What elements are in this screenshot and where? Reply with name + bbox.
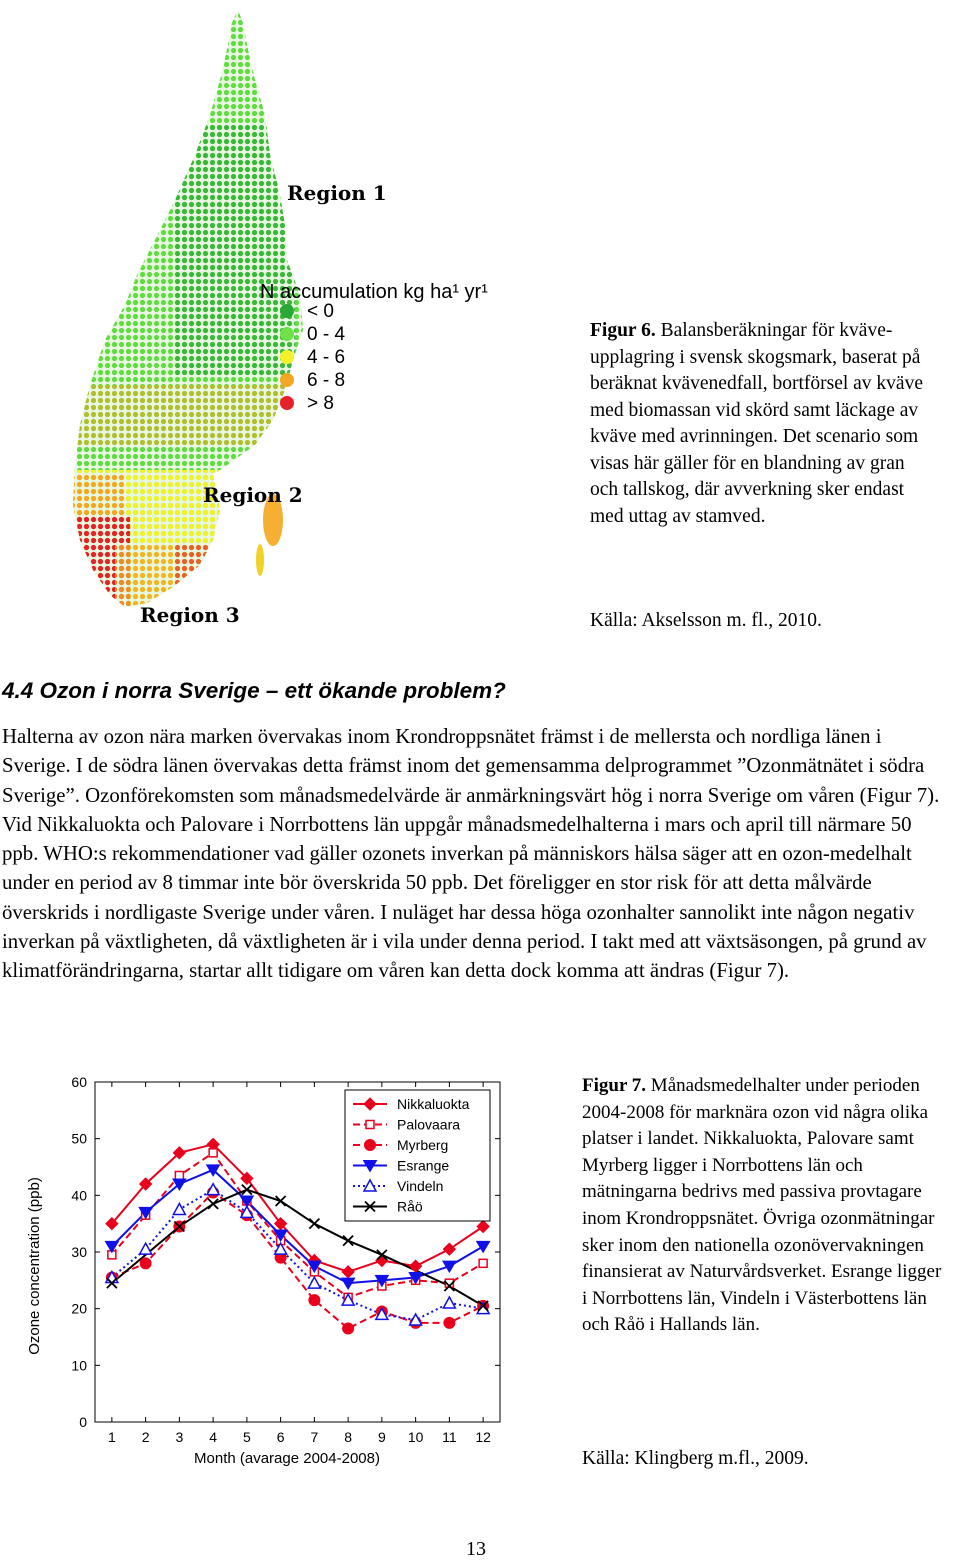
figure-7-source: Källa: Klingberg m.fl., 2009. (582, 1448, 809, 1469)
y-tick-label: 10 (71, 1357, 87, 1374)
ozone-chart-figure (15, 1060, 515, 1480)
legend-label-myrberg: Myrberg (397, 1137, 449, 1153)
legend-marker-palovaara (366, 1121, 374, 1129)
map-legend-swatch (280, 396, 294, 410)
data-point-palovaara (479, 1259, 487, 1267)
data-point-esrange (477, 1241, 490, 1252)
data-point-myrberg (444, 1317, 455, 1328)
data-point-nikkaluokta (342, 1266, 354, 1278)
map-legend-swatch (280, 350, 294, 364)
legend-label-palovaara: Palovaara (397, 1116, 461, 1133)
map-legend-title: N accumulation kg ha¹ yr¹ (260, 281, 488, 303)
data-point-myrberg (309, 1295, 320, 1306)
x-tick-label: 7 (310, 1429, 319, 1445)
data-point-r- (276, 1196, 286, 1206)
data-point-r- (309, 1219, 319, 1229)
x-tick-label: 4 (209, 1429, 218, 1445)
figure-6-source: Källa: Akselsson m. fl., 2010. (590, 610, 822, 631)
map-legend-label: > 8 (307, 393, 334, 414)
y-tick-label: 40 (71, 1187, 87, 1204)
figure-7-label: Figur 7. (582, 1075, 647, 1096)
y-tick-label: 60 (71, 1074, 87, 1090)
chart-x-axis-label: Month (avarage 2004-2008) (194, 1450, 380, 1467)
x-tick-label: 3 (175, 1429, 184, 1445)
x-tick-label: 6 (276, 1429, 285, 1445)
x-tick-label: 1 (107, 1429, 116, 1445)
data-point-r- (208, 1199, 218, 1209)
legend-label-nikkaluokta: Nikkaluokta (397, 1096, 470, 1112)
y-tick-label: 50 (71, 1130, 87, 1147)
x-tick-label: 11 (442, 1429, 457, 1445)
region-3-label: Region 3 (140, 603, 240, 627)
legend-label-esrange: Esrange (397, 1157, 450, 1174)
ozone-chart (15, 1060, 515, 1480)
map-legend-swatch (280, 327, 294, 341)
data-point-vindeln (173, 1204, 185, 1215)
data-point-myrberg (343, 1323, 354, 1334)
map-legend-label: 6 - 8 (307, 370, 346, 391)
map-legend-label: 0 - 4 (307, 324, 346, 345)
section-heading: 4.4 Ozon i norra Sverige – ett ökande problem? (2, 678, 506, 703)
oland-island (256, 544, 264, 576)
chart-y-axis-label: Ozone concentration (ppb) (26, 1177, 43, 1355)
page-number: 13 (466, 1538, 486, 1560)
data-point-nikkaluokta (443, 1243, 455, 1255)
legend-marker-myrberg (365, 1140, 376, 1151)
y-tick-label: 30 (71, 1244, 87, 1260)
data-point-r- (242, 1185, 252, 1195)
legend-label-r-: Råö (397, 1198, 423, 1215)
x-tick-label: 12 (475, 1429, 491, 1445)
map-legend-swatch (280, 304, 294, 318)
x-tick-label: 2 (141, 1429, 150, 1445)
x-tick-label: 10 (407, 1429, 424, 1445)
x-tick-label: 5 (242, 1429, 251, 1445)
data-point-palovaara (175, 1172, 183, 1180)
figure-6-label: Figur 6. (590, 320, 656, 341)
y-tick-label: 0 (79, 1414, 87, 1430)
body-text (2, 722, 952, 986)
data-point-nikkaluokta (477, 1221, 489, 1233)
sweden-map (55, 5, 555, 635)
legend-label-vindeln: Vindeln (397, 1178, 444, 1194)
figure-7-caption (582, 1073, 942, 1339)
map-legend-label: 4 - 6 (307, 347, 346, 368)
data-point-myrberg (140, 1258, 151, 1269)
figure-7-caption-text: Månadsmedelhalter under perioden 2004-2008 för marknära ozon vid några olika platser i landet. Nikkaluokta, Palovare samt Myrberg ligger i Norrbottens län och mätningarna bedrivs med passiva provtagare inom Krondroppsnätet. Övriga ozonmätningar sker inom den nationella ozonövervakningen finansierat av Naturvårdsverket. Esrange ligger i Norrbottens län, Vindeln i Västerbottens län och Råö i Hallands län. (582, 1075, 942, 1336)
figure-6-caption-text: Balansberäkningar för kväve-upplagring i svensk skogsmark, baserat på beräknat kvävenedfall, bortförsel av kväve med biomassan vid skörd samt läckage av kväve med avrinningen. Det scenario som visas här gäller för en blandning av gran och tallskog, där avverkning sker endast med uttag av stamved. (590, 320, 923, 527)
x-tick-label: 8 (344, 1429, 353, 1445)
data-point-vindeln (308, 1277, 320, 1288)
data-point-nikkaluokta (410, 1260, 422, 1272)
data-point-vindeln (443, 1297, 455, 1308)
x-tick-label: 9 (377, 1429, 386, 1445)
body-paragraph: Halterna av ozon nära marken övervakas inom Krondroppsnätet främst i de mellersta och nordliga länen i Sverige. I de södra länen övervakas detta främst inom det gemensamma delprogrammet ”Ozonmätnätet i södra Sverige”. Ozonförekomsten som månadsmedelvärde är anmärkningsvärt hög i norra Sverige om våren (Figur 7). Vid Nikkaluokta och Palovare i Norrbottens län uppgår månadsmedelhalterna i mars och april till närmare 50 ppb. WHO:s rekommendationer vad gäller ozonets inverkan på människors hälsa säger att en ozon-medelhalt under en period av 8 timmar inte bör överskrida 50 ppb. Det föreligger en stor risk för att detta målvärde överskrids i nordligaste Sverige under våren. I nuläget har dessa höga ozonhalter sannolikt inte någon negativ inverkan på växtligheten, då växtligheten är i vila under denna period. I takt med att växtsäsongen, på grund av klimatförändringarna, startar allt tidigare om våren kan detta dock komma att ändras (Figur 7). (2, 725, 940, 983)
figure-6-caption (590, 318, 935, 530)
nitrogen-map-figure (55, 5, 555, 635)
region-2-label: Region 2 (203, 483, 303, 507)
y-tick-label: 20 (71, 1300, 87, 1317)
map-legend-label: < 0 (307, 301, 334, 322)
map-legend-swatch (280, 373, 294, 387)
region-1-label: Region 1 (287, 181, 387, 205)
data-point-r- (343, 1236, 353, 1246)
data-point-palovaara (209, 1149, 217, 1157)
